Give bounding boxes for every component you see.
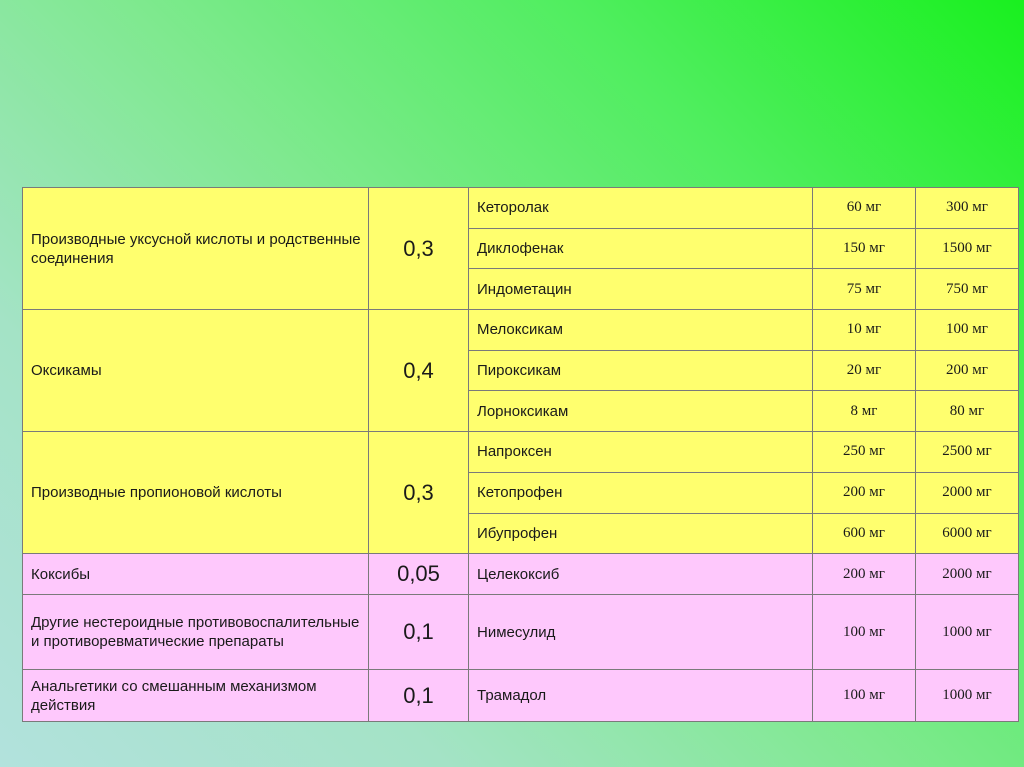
drug-name: Целекоксиб <box>469 554 813 595</box>
nsaid-dose-table <box>22 187 1019 722</box>
drug-name: Ибупрофен <box>469 513 813 554</box>
drug-name: Нимесулид <box>469 595 813 670</box>
dose-max: 80 мг <box>916 391 1019 432</box>
group-name: Анальгетики со смешанным механизмом действия <box>23 670 369 722</box>
dose-max: 1000 мг <box>916 670 1019 722</box>
drug-name: Напроксен <box>469 432 813 473</box>
dose-single: 60 мг <box>813 188 916 229</box>
coefficient: 0,3 <box>369 432 469 554</box>
dose-max: 100 мг <box>916 310 1019 351</box>
group-name: Коксибы <box>23 554 369 595</box>
dose-single: 150 мг <box>813 228 916 269</box>
dose-max: 200 мг <box>916 350 1019 391</box>
dose-single: 10 мг <box>813 310 916 351</box>
dose-single: 100 мг <box>813 595 916 670</box>
group-name: Оксикамы <box>23 310 369 432</box>
dose-single: 100 мг <box>813 670 916 722</box>
group-name: Другие нестероидные противовоспалительные и противоревматические препараты <box>23 595 369 670</box>
drug-name: Трамадол <box>469 670 813 722</box>
dose-max: 2000 мг <box>916 554 1019 595</box>
dose-single: 250 мг <box>813 432 916 473</box>
table-row <box>23 310 1019 351</box>
dose-single: 200 мг <box>813 472 916 513</box>
table-row <box>23 432 1019 473</box>
table-row <box>23 595 1019 670</box>
table-row <box>23 554 1019 595</box>
dose-single: 600 мг <box>813 513 916 554</box>
dose-max: 750 мг <box>916 269 1019 310</box>
group-name: Производные пропионовой кислоты <box>23 432 369 554</box>
coefficient: 0,3 <box>369 188 469 310</box>
dose-max: 6000 мг <box>916 513 1019 554</box>
drug-name: Кеторолак <box>469 188 813 229</box>
table-row <box>23 670 1019 722</box>
drug-name: Лорноксикам <box>469 391 813 432</box>
drug-name: Кетопрофен <box>469 472 813 513</box>
dose-single: 75 мг <box>813 269 916 310</box>
dose-max: 1500 мг <box>916 228 1019 269</box>
drug-name: Пироксикам <box>469 350 813 391</box>
dose-single: 8 мг <box>813 391 916 432</box>
coefficient: 0,4 <box>369 310 469 432</box>
group-name: Производные уксусной кислоты и родственные соединения <box>23 188 369 310</box>
dose-max: 1000 мг <box>916 595 1019 670</box>
dose-single: 200 мг <box>813 554 916 595</box>
dose-max: 2000 мг <box>916 472 1019 513</box>
drug-name: Индометацин <box>469 269 813 310</box>
dose-max: 2500 мг <box>916 432 1019 473</box>
coefficient: 0,1 <box>369 595 469 670</box>
drug-name: Мелоксикам <box>469 310 813 351</box>
table-row <box>23 188 1019 229</box>
coefficient: 0,1 <box>369 670 469 722</box>
dose-single: 20 мг <box>813 350 916 391</box>
dose-max: 300 мг <box>916 188 1019 229</box>
drug-name: Диклофенак <box>469 228 813 269</box>
coefficient: 0,05 <box>369 554 469 595</box>
